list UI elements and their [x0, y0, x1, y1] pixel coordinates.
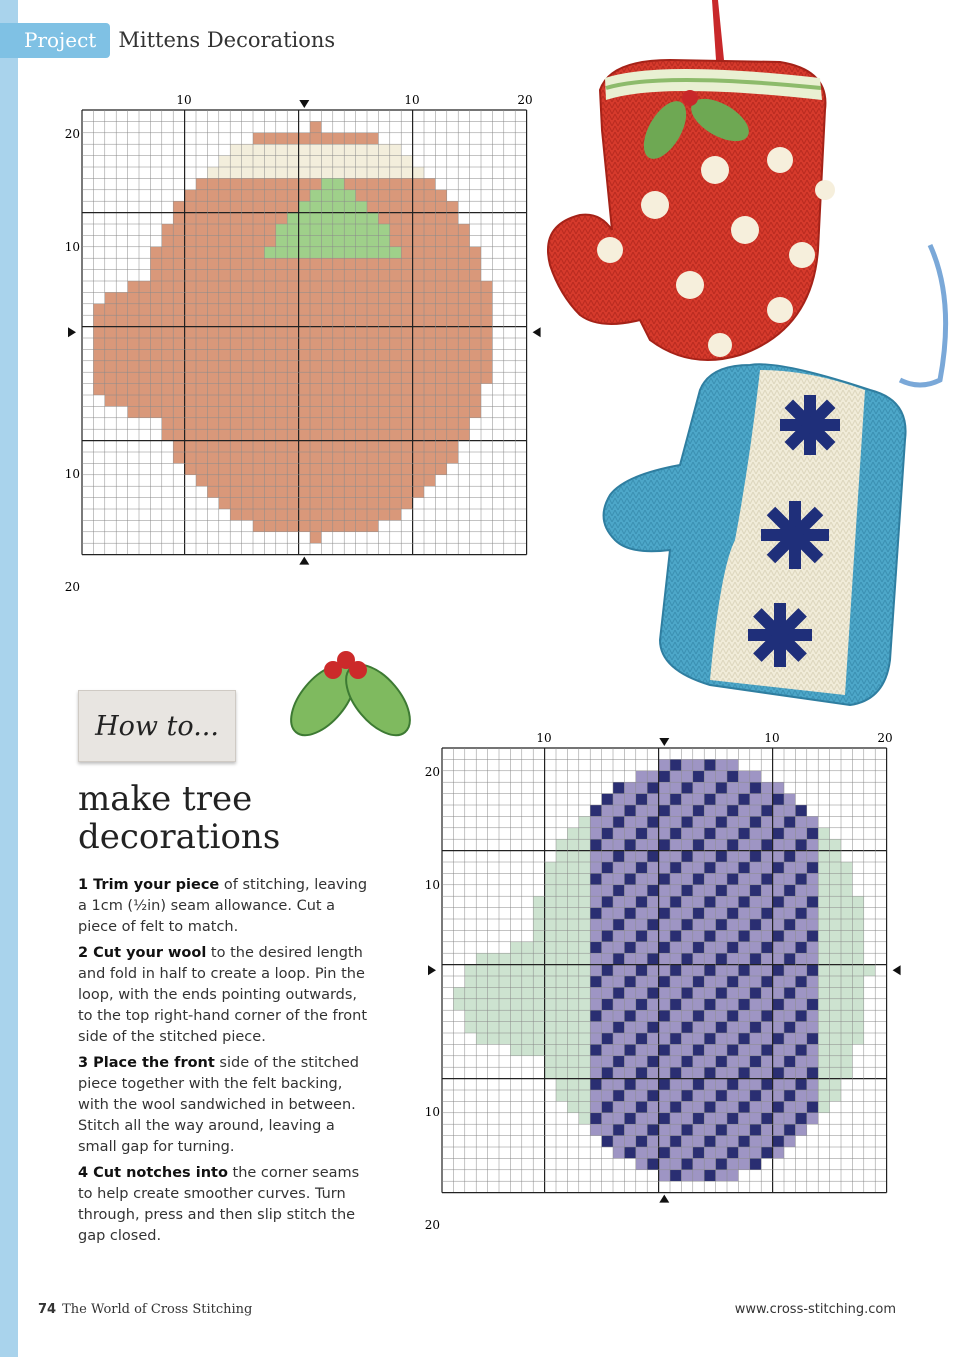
holly-berry [682, 90, 698, 106]
footer-website: www.cross-stitching.com [734, 1302, 896, 1317]
holly-sprig-photo [278, 640, 428, 754]
footer-magazine [38, 1302, 252, 1317]
how-to-label-text: How to... [95, 710, 219, 742]
step-lead: 2 Cut your wool [78, 945, 207, 961]
how-to-heading [78, 780, 398, 856]
page-header [0, 20, 335, 60]
step-4 [78, 1163, 368, 1247]
tick-label: 20 [877, 731, 893, 745]
red-mitten-chart-svg [60, 88, 550, 623]
step-text: of stitching, leaving a 1cm (½in) seam allowance. Cut a piece of felt to match. [78, 877, 368, 935]
tick-label: 10 [424, 878, 440, 892]
blue-mitten-chart [420, 726, 910, 1261]
page-title: Mittens Decorations [118, 28, 336, 52]
step-2 [78, 943, 368, 1048]
tick-label: 10 [64, 240, 80, 254]
heading-line: decorations [78, 817, 281, 857]
step-1 [78, 875, 368, 938]
tick-label: 20 [517, 93, 533, 107]
step-3 [78, 1053, 368, 1158]
tick-label: 10 [404, 93, 420, 107]
step-lead: 4 Cut notches into [78, 1165, 228, 1181]
tick-label: 20 [424, 765, 440, 779]
stitch-cells [93, 121, 492, 543]
step-text: side of the stitched piece together with the felt backing, with the wool sandwiched in between. Stitch all the way around, leaving a small gap for turning. [78, 1055, 359, 1155]
step-text: the corner seams to help create smoother curves. Turn through, press and then slip stitch the gap closed. [78, 1165, 360, 1244]
heading-line: make tree [78, 779, 253, 819]
tick-label: 10 [64, 467, 80, 481]
red-mitten-chart [60, 88, 550, 623]
step-text: to the desired length and fold in half to create a loop. Pin the loop, with the ends pointing outwards, to the top right-hand corner of the front side of the stitched piece. [78, 945, 368, 1045]
tick-label: 20 [64, 580, 80, 594]
tick-label: 20 [64, 127, 80, 141]
stitch-cells [453, 759, 875, 1181]
how-to-label [78, 690, 236, 762]
magazine-name: The World of Cross Stitching [62, 1302, 253, 1317]
hanging-loop [712, 0, 724, 60]
tick-label: 10 [764, 731, 780, 745]
step-lead: 3 Place the front [78, 1055, 215, 1071]
tick-label: 10 [536, 731, 552, 745]
step-lead: 1 Trim your piece [78, 877, 220, 893]
page-number: 74 [38, 1302, 57, 1317]
hanging-loop [900, 245, 946, 385]
instruction-steps [78, 875, 368, 1252]
tick-label: 10 [176, 93, 192, 107]
blue-mitten-photo [600, 240, 960, 714]
tick-label: 20 [424, 1218, 440, 1232]
holly-berry [349, 661, 367, 679]
blue-mitten-chart-svg [420, 726, 910, 1261]
section-tab: Project [0, 23, 110, 58]
tick-label: 10 [424, 1105, 440, 1119]
left-color-stripe [0, 0, 18, 1357]
